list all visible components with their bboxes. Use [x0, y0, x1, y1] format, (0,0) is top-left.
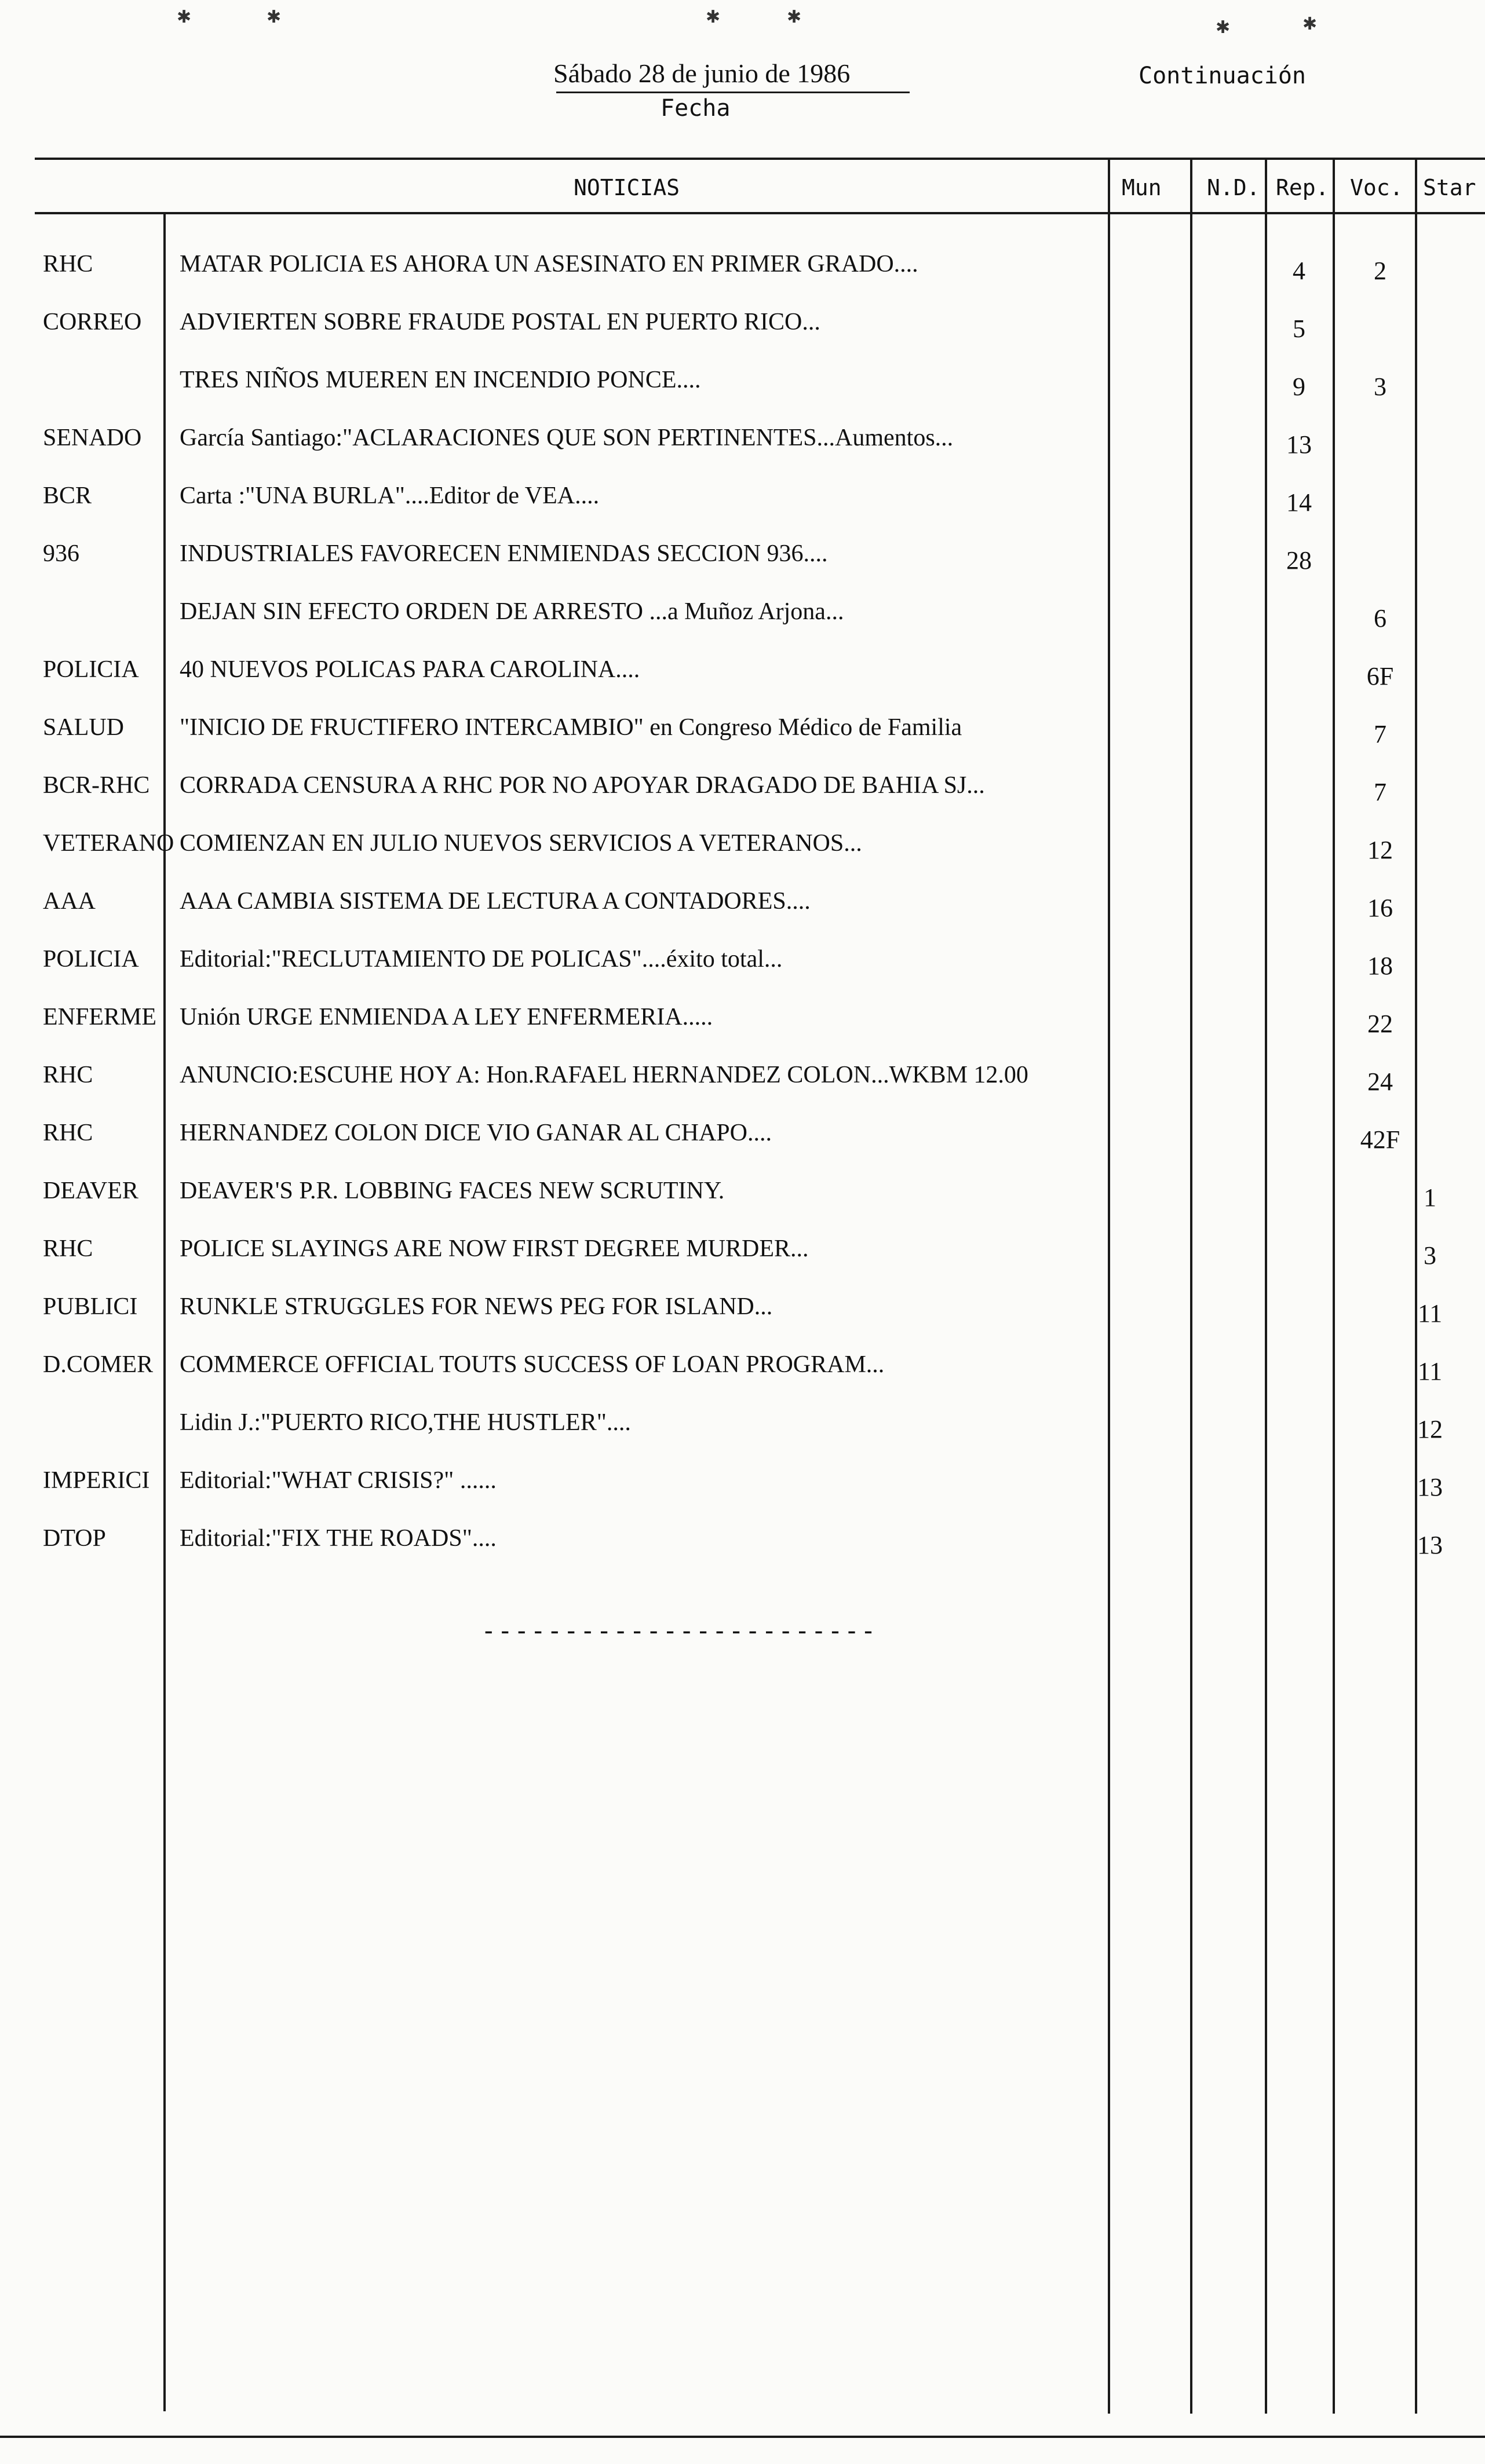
row-star-page: 13 — [1417, 1531, 1443, 1559]
nd-column-divider — [1265, 158, 1267, 2414]
scan-speck: ✱ — [787, 8, 802, 27]
mun-header: Mun — [1122, 175, 1162, 200]
page-bottom-rule — [0, 2436, 1485, 2438]
row-headline: AAA CAMBIA SISTEMA DE LECTURA A CONTADORES.... — [180, 888, 811, 915]
row-headline: HERNANDEZ COLON DICE VIO GANAR AL CHAPO.... — [180, 1120, 772, 1146]
row-headline: RUNKLE STRUGGLES FOR NEWS PEG FOR ISLAND... — [180, 1293, 773, 1320]
row-headline: "INICIO DE FRUCTIFERO INTERCAMBIO" en Congreso Médico de Familia — [180, 714, 962, 741]
row-voc-page: 7 — [1374, 720, 1387, 748]
row-headline: TRES NIÑOS MUEREN EN INCENDIO PONCE.... — [180, 367, 701, 393]
row-category: ENFERME — [43, 1004, 157, 1030]
row-category: POLICIA — [43, 946, 139, 973]
row-rep-page: 9 — [1293, 372, 1305, 401]
row-headline: ANUNCIO:ESCUHE HOY A: Hon.RAFAEL HERNANDEZ COLON...WKBM 12.00 — [180, 1062, 1028, 1088]
noticias-header: NOTICIAS — [574, 175, 680, 200]
row-voc-page: 6 — [1374, 604, 1387, 633]
row-headline: MATAR POLICIA ES AHORA UN ASESINATO EN PRIMER GRADO.... — [180, 251, 918, 277]
row-headline: Lidin J.:"PUERTO RICO,THE HUSTLER".... — [180, 1409, 631, 1436]
row-category: VETERANO — [43, 830, 174, 857]
row-star-page: 11 — [1417, 1357, 1443, 1385]
scan-speck: ✱ — [1302, 14, 1318, 34]
row-voc-page: 2 — [1374, 257, 1387, 285]
row-rep-page: 14 — [1286, 488, 1312, 517]
row-headline: COMMERCE OFFICIAL TOUTS SUCCESS OF LOAN PROGRAM... — [180, 1351, 885, 1378]
row-category: SALUD — [43, 714, 125, 741]
row-headline: García Santiago:"ACLARACIONES QUE SON PERTINENTES...Aumentos... — [180, 425, 954, 451]
row-rep-page: 28 — [1286, 546, 1312, 575]
row-category: BCR-RHC — [43, 772, 150, 799]
row-category: AAA — [43, 888, 96, 915]
row-voc-page: 42F — [1360, 1125, 1400, 1154]
row-headline: ADVIERTEN SOBRE FRAUDE POSTAL EN PUERTO RICO... — [180, 309, 820, 335]
row-headline: Editorial:"RECLUTAMIENTO DE POLICAS"....éxito total... — [180, 946, 783, 973]
row-rep-page: 13 — [1286, 430, 1312, 459]
row-voc-page: 18 — [1367, 952, 1393, 980]
row-category: RHC — [43, 1235, 93, 1262]
row-voc-page: 6F — [1366, 662, 1394, 690]
scan-speck: ✱ — [267, 8, 282, 27]
table-header-rule — [35, 212, 1485, 214]
row-category: DEAVER — [43, 1178, 138, 1204]
voc-header: Voc. — [1350, 175, 1403, 200]
row-category: POLICIA — [43, 656, 139, 683]
row-rep-page: 5 — [1293, 315, 1305, 343]
scan-speck: ✱ — [177, 8, 192, 27]
continuation-label: Continuación — [1139, 63, 1306, 89]
row-star-page: 13 — [1417, 1473, 1443, 1501]
row-star-page: 1 — [1424, 1183, 1436, 1212]
rep-header: Rep. — [1276, 175, 1329, 200]
end-rule: ------------------------ — [481, 1616, 877, 1646]
fecha-label: Fecha — [661, 95, 731, 122]
rep-column-divider — [1333, 158, 1335, 2414]
row-headline: INDUSTRIALES FAVORECEN ENMIENDAS SECCION 936.... — [180, 540, 828, 567]
table-top-rule — [35, 158, 1485, 160]
noticias-column-divider — [1108, 158, 1110, 2414]
row-headline: COMIENZAN EN JULIO NUEVOS SERVICIOS A VETERANOS... — [180, 830, 862, 857]
row-headline: Carta :"UNA BURLA"....Editor de VEA.... — [180, 482, 600, 509]
star-header: Star — [1423, 175, 1476, 200]
scan-speck: ✱ — [1216, 18, 1231, 37]
row-category: CORREO — [43, 309, 142, 335]
row-category: BCR — [43, 482, 92, 509]
row-headline: Editorial:"WHAT CRISIS?" ...... — [180, 1467, 497, 1494]
page-date: Sábado 28 de junio de 1986 — [553, 59, 851, 88]
row-category: D.COMER — [43, 1351, 154, 1378]
category-column-divider — [163, 213, 166, 2411]
row-voc-page: 16 — [1367, 894, 1393, 922]
row-headline: CORRADA CENSURA A RHC POR NO APOYAR DRAGADO DE BAHIA SJ... — [180, 772, 985, 799]
row-voc-page: 24 — [1367, 1068, 1393, 1096]
row-category: DTOP — [43, 1525, 106, 1552]
row-headline: DEAVER'S P.R. LOBBING FACES NEW SCRUTINY. — [180, 1178, 725, 1204]
row-category: RHC — [43, 1120, 93, 1146]
row-voc-page: 3 — [1374, 372, 1387, 401]
row-headline: 40 NUEVOS POLICAS PARA CAROLINA.... — [180, 656, 640, 683]
voc-column-divider — [1415, 158, 1417, 2414]
row-headline: Unión URGE ENMIENDA A LEY ENFERMERIA..... — [180, 1004, 713, 1030]
row-voc-page: 7 — [1374, 778, 1387, 806]
row-headline: POLICE SLAYINGS ARE NOW FIRST DEGREE MURDER... — [180, 1235, 809, 1262]
row-category: PUBLICI — [43, 1293, 138, 1320]
row-voc-page: 12 — [1367, 836, 1393, 864]
row-category: IMPERICI — [43, 1467, 150, 1494]
row-headline: Editorial:"FIX THE ROADS".... — [180, 1525, 497, 1552]
scan-speck: ✱ — [706, 8, 721, 27]
mun-column-divider — [1190, 158, 1192, 2414]
row-category: RHC — [43, 1062, 93, 1088]
row-star-page: 11 — [1417, 1299, 1443, 1328]
nd-header: N.D. — [1207, 175, 1260, 200]
row-star-page: 3 — [1424, 1241, 1436, 1270]
date-underline — [556, 92, 910, 93]
row-star-page: 12 — [1417, 1415, 1443, 1443]
row-category: 936 — [43, 540, 79, 567]
row-rep-page: 4 — [1293, 257, 1305, 285]
row-category: RHC — [43, 251, 93, 277]
row-headline: DEJAN SIN EFECTO ORDEN DE ARRESTO ...a Muñoz Arjona... — [180, 598, 844, 625]
row-category: SENADO — [43, 425, 142, 451]
row-voc-page: 22 — [1367, 1010, 1393, 1038]
